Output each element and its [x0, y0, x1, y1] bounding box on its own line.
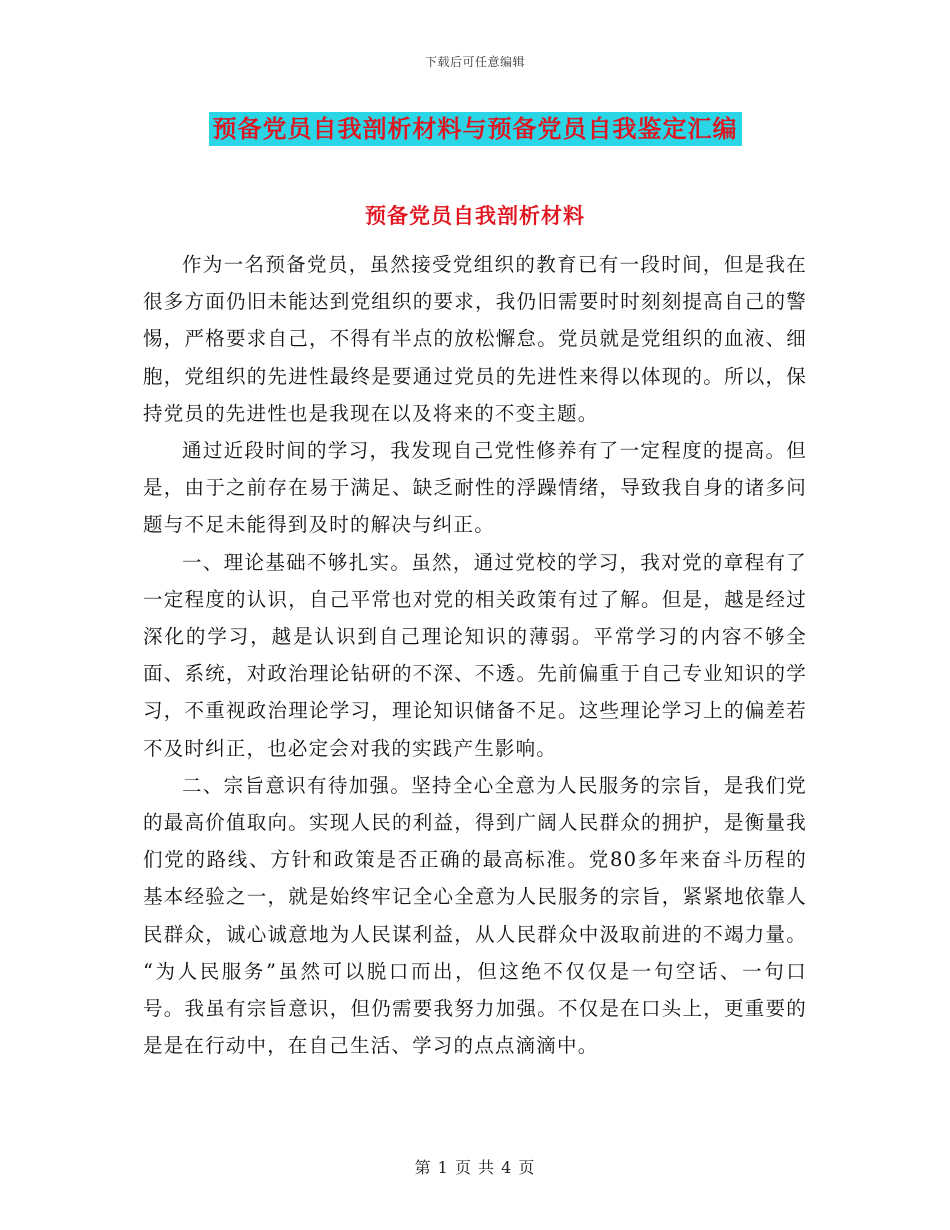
paragraph: 作为一名预备党员，虽然接受党组织的教育已有一段时间，但是我在很多方面仍旧未能达到党组织的要求，我仍旧需要时时刻刻提高自己的警惕，严格要求自己，不得有半点的放松懈怠。党员就是党组织的血液、细胞，党组织的先进性最终是要通过党员的先进性来得以体现的。所以，保持党员的先进性也是我现在以及将来的不变主题。 — [143, 253, 807, 425]
paragraph: 二、宗旨意识有待加强。坚持全心全意为人民服务的宗旨，是我们党的最高价值取向。实现人民的利益，得到广阔人民群众的拥护，是衡量我们党的路线、方针和政策是否正确的最高标准。党80多年来奋斗历程的基本经验之一，就是始终牢记全心全意为人民服务的宗旨，紧紧地依靠人民群众，诚心诚意地为人民谋利益，从人民群众中汲取前进的不竭力量。 “为人民服务”虽然可以脱口而出，但这绝不仅仅是一句空话、一句口号。我虽有宗旨意识，但仍需要我努力加强。不仅是在口头上，更重要的是是在行动中，在自己生活、学习的点点滴滴中。 — [143, 773, 807, 1058]
main-title-container — [0, 112, 950, 146]
header-note: 下载后可任意编辑 — [424, 55, 525, 69]
section-title: 预备党员自我剖析材料 — [365, 203, 585, 228]
main-title: 预备党员自我剖析材料与预备党员自我鉴定汇编 — [209, 112, 742, 146]
document-body — [143, 246, 807, 1064]
paragraph: 一、理论基础不够扎实。虽然，通过党校的学习，我对党的章程有了一定程度的认识，自己平常也对党的相关政策有过了解。但是，越是经过深化的学习，越是认识到自己理论知识的薄弱。平常学习的内容不够全面、系统，对政治理论钻研的不深、不透。先前偏重于自己专业知识的学习，不重视政治理论学习，理论知识储备不足。这些理论学习上的偏差若不及时纠正，也必定会对我的实践产生影响。 — [143, 550, 807, 760]
page-number: 第 1 页 共 4 页 — [414, 1158, 536, 1177]
paragraph: 通过近段时间的学习，我发现自己党性修养有了一定程度的提高。但是，由于之前存在易于满足、缺乏耐性的浮躁情绪，导致我自身的诸多问题与不足未能得到及时的解决与纠正。 — [143, 439, 807, 537]
